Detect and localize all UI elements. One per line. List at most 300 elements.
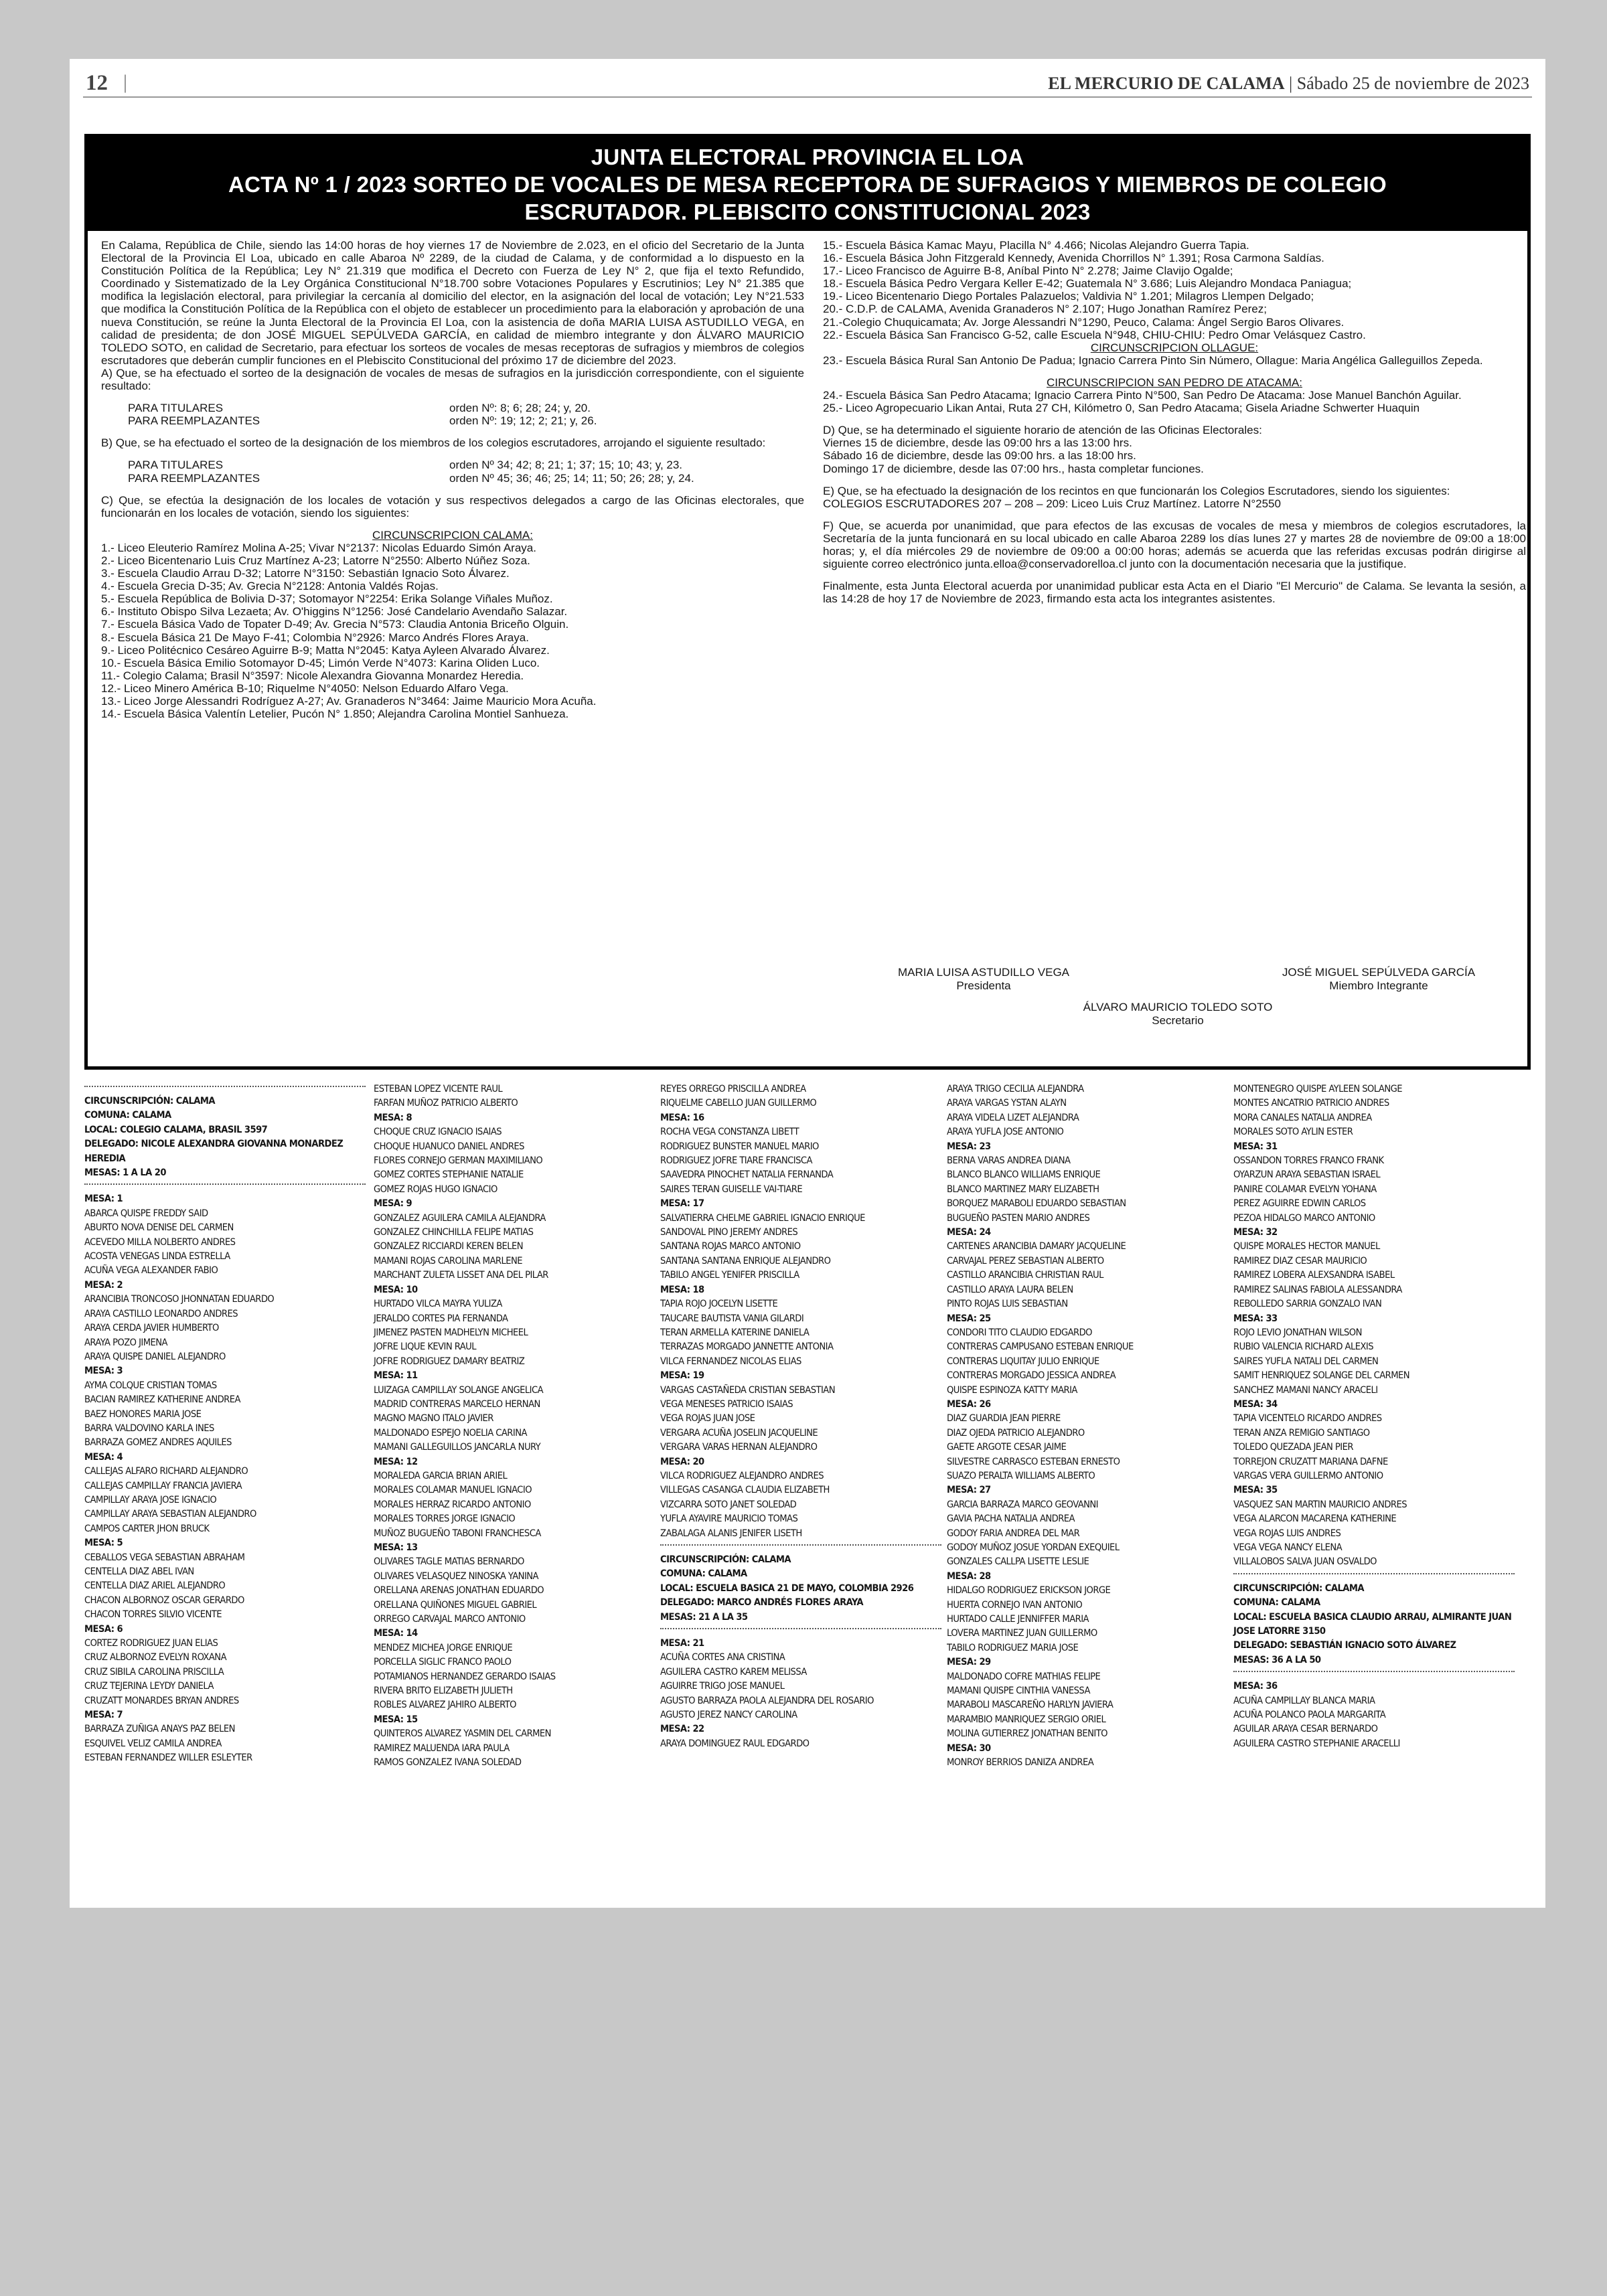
vocal-name: RIVERA BRITO ELIZABETH JULIETH bbox=[374, 1685, 513, 1697]
vocal-name: OLIVARES VELASQUEZ NINOSKA YANINA bbox=[374, 1570, 538, 1582]
mesa-heading: MESA: 26 bbox=[947, 1398, 991, 1410]
publication-info: EL MERCURIO DE CALAMA | Sábado 25 de noviembre de 2023 bbox=[1048, 74, 1529, 93]
vocal-name: MALDONADO ESPEJO NOELIA CARINA bbox=[374, 1426, 527, 1439]
vocal-name: ACOSTA VENEGAS LINDA ESTRELLA bbox=[84, 1250, 230, 1262]
local-header-line: DELEGADO: MARCO ANDRÉS FLORES ARAYA bbox=[660, 1596, 864, 1609]
vocal-name: GARCIA BARRAZA MARCO GEOVANNI bbox=[947, 1498, 1098, 1510]
vocal-name: HURTADO VILCA MAYRA YULIZA bbox=[374, 1298, 502, 1310]
vocal-name: TERAN ANZA REMIGIO SANTIAGO bbox=[1233, 1426, 1370, 1439]
mesa-heading: MESA: 31 bbox=[1233, 1140, 1278, 1152]
vocal-name: CORTEZ RODRIGUEZ JUAN ELIAS bbox=[84, 1637, 218, 1649]
vocal-name: VASQUEZ SAN MARTIN MAURICIO ANDRES bbox=[1233, 1498, 1407, 1510]
section-d: D) Que, se ha determinado el siguiente horario de atención de las Oficinas Electorales: bbox=[823, 424, 1262, 437]
vocal-name: MORALES SOTO AYLIN ESTER bbox=[1233, 1126, 1353, 1138]
vocal-name: AGUILERA CASTRO KAREM MELISSA bbox=[660, 1665, 807, 1677]
vocal-name: AGUIRRE TRIGO JOSE MANUEL bbox=[660, 1680, 785, 1692]
schedule-item: Viernes 15 de diciembre, desde las 09:00 hrs a las 13:00 hrs. bbox=[823, 436, 1132, 450]
vocal-name: PEREZ AGUIRRE EDWIN CARLOS bbox=[1233, 1198, 1366, 1210]
vocal-name: ACUÑA VEGA ALEXANDER FABIO bbox=[84, 1264, 218, 1277]
order-row: PARA REEMPLAZANTES orden Nº 45; 36; 46; 25; 14; 11; 50; 26; 28; y, 24. bbox=[128, 471, 694, 485]
local-item: 16.- Escuela Básica John Fitzgerald Kennedy, Avenida Chorrillos N° 1.391; Rosa Carmona Saldías. bbox=[823, 252, 1324, 265]
vocal-name: QUISPE ESPINOZA KATTY MARIA bbox=[947, 1384, 1077, 1396]
locales-list bbox=[823, 239, 1526, 341]
local-header-line: COMUNA: CALAMA bbox=[1233, 1596, 1320, 1609]
mesa-heading: MESA: 30 bbox=[947, 1742, 991, 1754]
vocal-name: TABILO ANGEL YENIFER PRISCILLA bbox=[660, 1269, 799, 1281]
vocal-name: CHACON ALBORNOZ OSCAR GERARDO bbox=[84, 1594, 244, 1606]
mesa-heading: MESA: 4 bbox=[84, 1451, 123, 1463]
vocal-name: DIAZ GUARDIA JEAN PIERRE bbox=[947, 1412, 1061, 1424]
local-item: 10.- Escuela Básica Emilio Sotomayor D-45; Limón Verde N°4073: Karina Oliden Luco. bbox=[101, 656, 540, 669]
local-item: 15.- Escuela Básica Kamac Mayu, Placilla N° 4.466; Nicolas Alejandro Guerra Tapia. bbox=[823, 239, 1249, 252]
mesa-heading: MESA: 7 bbox=[84, 1709, 123, 1721]
vocal-name: HUERTA CORNEJO IVAN ANTONIO bbox=[947, 1598, 1083, 1611]
local-header-line: MESAS: 36 A LA 50 bbox=[1233, 1653, 1321, 1665]
vocal-name: QUISPE MORALES HECTOR MANUEL bbox=[1233, 1240, 1380, 1252]
vocal-name: VEGA MENESES PATRICIO ISAIAS bbox=[660, 1398, 793, 1410]
vocal-name: GONZALEZ AGUILERA CAMILA ALEJANDRA bbox=[374, 1212, 546, 1224]
dotted-rule bbox=[84, 1183, 366, 1192]
mesa-heading: MESA: 14 bbox=[374, 1627, 418, 1639]
vocal-name: SALVATIERRA CHELME GABRIEL IGNACIO ENRIQUE bbox=[660, 1212, 865, 1224]
local-header-line: MESAS: 21 A LA 35 bbox=[660, 1611, 748, 1623]
vocal-name: ROCHA VEGA CONSTANZA LIBETT bbox=[660, 1126, 799, 1138]
newspaper-name: EL MERCURIO DE CALAMA bbox=[1048, 74, 1285, 93]
vocal-name: ORREGO CARVAJAL MARCO ANTONIO bbox=[374, 1613, 526, 1625]
vocal-name: ESTEBAN FERNANDEZ WILLER ESLEYTER bbox=[84, 1752, 252, 1764]
vocal-name: GODOY FARIA ANDREA DEL MAR bbox=[947, 1527, 1080, 1539]
vocal-name: GONZALEZ CHINCHILLA FELIPE MATIAS bbox=[374, 1226, 534, 1238]
local-item: 13.- Liceo Jorge Alessandri Rodríguez A-27; Av. Granaderos N°3464: Jaime Mauricio Mora Acuña. bbox=[101, 695, 597, 708]
local-header-line: LOCAL: ESCUELA BASICA 21 DE MAYO, COLOMBIA 2926 bbox=[660, 1582, 914, 1594]
local-header-line: LOCAL: COLEGIO CALAMA, BRASIL 3597 bbox=[84, 1123, 268, 1135]
local-item: 4.- Escuela Grecia D-35; Av. Grecia N°2128: Antonia Valdés Rojas. bbox=[101, 580, 439, 593]
vocal-name: DIAZ OJEDA PATRICIO ALEJANDRO bbox=[947, 1426, 1085, 1439]
local-item: 1.- Liceo Eleuterio Ramírez Molina A-25; Vivar N°2137: Nicolas Eduardo Simón Araya. bbox=[101, 541, 536, 554]
mesa-heading: MESA: 9 bbox=[374, 1198, 412, 1210]
vocal-name: CRUZ ALBORNOZ EVELYN ROXANA bbox=[84, 1651, 227, 1663]
vocal-name: VERGARA VARAS HERNAN ALEJANDRO bbox=[660, 1441, 818, 1453]
vocal-name: ACUÑA CORTES ANA CRISTINA bbox=[660, 1651, 785, 1663]
vocal-name: CENTELLA DIAZ ABEL IVAN bbox=[84, 1566, 194, 1577]
vocal-name: RAMOS GONZALEZ IVANA SOLEDAD bbox=[374, 1756, 522, 1769]
order-row: PARA TITULARES orden Nº 34; 42; 8; 21; 1; 37; 15; 10; 43; y, 23. bbox=[128, 459, 683, 472]
vocal-name: LOVERA MARTINEZ JUAN GUILLERMO bbox=[947, 1627, 1097, 1639]
mesa-heading: MESA: 18 bbox=[660, 1283, 704, 1295]
mesa-heading: MESA: 32 bbox=[1233, 1226, 1278, 1238]
local-header-line: CIRCUNSCRIPCIÓN: CALAMA bbox=[1233, 1582, 1364, 1594]
vocal-name: RODRIGUEZ JOFRE TIARE FRANCISCA bbox=[660, 1155, 812, 1167]
vocal-name: MAMANI ROJAS CAROLINA MARLENE bbox=[374, 1254, 522, 1266]
local-item: 17.- Liceo Francisco de Aguirre B-8, Aníbal Pinto N° 2.278; Jaime Clavijo Ogalde; bbox=[823, 264, 1233, 278]
mesa-heading: MESA: 3 bbox=[84, 1365, 123, 1377]
local-header-line: CIRCUNSCRIPCIÓN: CALAMA bbox=[84, 1095, 215, 1106]
circunscripcion-heading: CIRCUNSCRIPCION OLLAGUE: bbox=[1090, 341, 1259, 354]
mesa-heading: MESA: 29 bbox=[947, 1656, 991, 1668]
mesa-heading: MESA: 21 bbox=[660, 1637, 704, 1649]
circunscripcion-heading: CIRCUNSCRIPCION CALAMA: bbox=[372, 528, 533, 542]
local-header-line: DELEGADO: SEBASTIÁN IGNACIO SOTO ÁLVAREZ bbox=[1233, 1639, 1456, 1651]
vocal-name: ACUÑA POLANCO PAOLA MARGARITA bbox=[1233, 1709, 1386, 1721]
vocal-name: MARCHANT ZULETA LISSET ANA DEL PILAR bbox=[374, 1269, 548, 1281]
section-a: A) Que, se ha efectuado el sorteo de la designación de vocales de mesas de sufragios en la jurisdicción correspondiente, con el siguiente resultado: bbox=[101, 366, 808, 393]
vocal-name: JERALDO CORTES PIA FERNANDA bbox=[374, 1312, 508, 1324]
vocal-name: RAMIREZ SALINAS FABIOLA ALESSANDRA bbox=[1233, 1283, 1402, 1295]
vocal-name: CHACON TORRES SILVIO VICENTE bbox=[84, 1609, 222, 1621]
vocal-name: VEGA VEGA NANCY ELENA bbox=[1233, 1542, 1343, 1553]
vocal-name: ARAYA VIDELA LIZET ALEJANDRA bbox=[947, 1111, 1079, 1123]
local-header-line: MESAS: 1 A LA 20 bbox=[84, 1167, 166, 1179]
vocal-name: BERNA VARAS ANDREA DIANA bbox=[947, 1155, 1071, 1167]
local-item: 11.- Colegio Calama; Brasil N°3597: Nicole Alexandra Giovanna Monardez Heredia. bbox=[101, 669, 524, 682]
vocal-name: SANTANA SANTANA ENRIQUE ALEJANDRO bbox=[660, 1254, 831, 1266]
vocal-name: GAVIA PACHA NATALIA ANDREA bbox=[947, 1513, 1075, 1525]
vocal-name: TORREJON CRUZATT MARIANA DAFNE bbox=[1233, 1455, 1388, 1467]
vocal-name: VILLALOBOS SALVA JUAN OSVALDO bbox=[1233, 1556, 1377, 1568]
notice-right-column bbox=[823, 239, 1529, 1068]
mesa-heading: MESA: 33 bbox=[1233, 1312, 1278, 1324]
vocal-name: ARAYA YUFLA JOSE ANTONIO bbox=[947, 1126, 1064, 1138]
vocal-name: POTAMIANOS HERNANDEZ GERARDO ISAIAS bbox=[374, 1670, 556, 1682]
mesa-heading: MESA: 10 bbox=[374, 1283, 418, 1295]
vocal-name: GOMEZ CORTES STEPHANIE NATALIE bbox=[374, 1169, 524, 1181]
vocal-name: AGUILAR ARAYA CESAR BERNARDO bbox=[1233, 1723, 1378, 1735]
vocal-name: CRUZATT MONARDES BRYAN ANDRES bbox=[84, 1694, 239, 1706]
vocal-name: MALDONADO COFRE MATHIAS FELIPE bbox=[947, 1670, 1101, 1682]
vocal-name: GAETE ARGOTE CESAR JAIME bbox=[947, 1441, 1067, 1453]
vocal-name: CARVAJAL PEREZ SEBASTIAN ALBERTO bbox=[947, 1254, 1104, 1266]
dotted-rule bbox=[84, 1086, 366, 1094]
schedule-item: Sábado 16 de diciembre, desde las 09:00 hrs. a las 18:00 hrs. bbox=[823, 449, 1136, 463]
vocal-name: LUIZAGA CAMPILLAY SOLANGE ANGELICA bbox=[374, 1384, 544, 1396]
listing-column bbox=[1233, 1082, 1515, 1894]
vocal-name: CALLEJAS ALFARO RICHARD ALEJANDRO bbox=[84, 1465, 248, 1477]
notice-title bbox=[88, 137, 1527, 231]
local-item: 12.- Liceo Minero América B-10; Riquelme N°4050: Nelson Eduardo Alfaro Vega. bbox=[101, 681, 509, 695]
local-header-line: LOCAL: ESCUELA BASICA CLAUDIO ARRAU, ALMIRANTE JUAN JOSE LATORRE 3150 bbox=[1233, 1611, 1512, 1637]
vocal-name: SANTANA ROJAS MARCO ANTONIO bbox=[660, 1240, 801, 1252]
vocal-name: JIMENEZ PASTEN MADHELYN MICHEEL bbox=[374, 1326, 528, 1338]
vocal-name: PEZOA HIDALGO MARCO ANTONIO bbox=[1233, 1212, 1375, 1224]
vocal-name: GONZALES CALLPA LISETTE LESLIE bbox=[947, 1556, 1089, 1568]
vocal-name: RAMIREZ MALUENDA IARA PAULA bbox=[374, 1742, 510, 1754]
vocal-name: CONDORI TITO CLAUDIO EDGARDO bbox=[947, 1326, 1092, 1338]
vocal-name: SANCHEZ MAMANI NANCY ARACELI bbox=[1233, 1384, 1378, 1396]
local-item: 7.- Escuela Básica Vado de Topater D-49; Av. Grecia N°573: Claudia Antonia Briceño Olguin. bbox=[101, 618, 569, 631]
local-item: 18.- Escuela Básica Pedro Vergara Keller E-42; Guatemala N° 3.686; Luis Alejandro Mondaca Paniagua; bbox=[823, 277, 1352, 291]
intro-paragraph: En Calama, República de Chile, siendo las 14:00 horas de hoy viernes 17 de Noviembre de 2.023, en el oficio del Secretario de la Junta Electoral de la Provincia El Loa, ubicado en calle Abaroa Nº 2289, de la ciudad de Calama, y de conformidad a lo dispuesto en la Constitución Política de la República; Ley N° 21.319 que modifica el Decreto con Fuerza de Ley N° 2, que fija el texto Refundido, Coordinado y Sistematizado de la Ley Orgánica Constitucional N°18.700 sobre Votaciones Populares y Escrutinios; Ley N° 21.385 que modifica la legislación electoral, para privilegiar la cercanía al domicilio del elector, en la asignación del local de votación; Ley N°21.533 que modifica la Constitución Política de la República con el objeto de establecer un procedimiento para la elaboración y aprobación de una nueva Constitución, se reúne la Junta Electoral de la Provincia El Loa, con la asistencia de doña MARIA LUISA ASTUDILLO VEGA, en calidad de presidenta; de don JOSÉ MIGUEL SEPÚLVEDA GARCÍA, en calidad de miembro integrante y don ÁLVARO MAURICIO TOLEDO SOTO, en calidad de Secretario, para efectuar los sorteos de vocales de mesas receptoras de sufragios y miembros de colegios escrutadores que deberán cumplir funciones en el Plebiscito Constitucional del próximo 17 de diciembre del 2023. bbox=[101, 239, 808, 367]
vocal-name: PANIRE COLAMAR EVELYN YOHANA bbox=[1233, 1183, 1377, 1195]
mesa-heading: MESA: 17 bbox=[660, 1198, 704, 1210]
local-item: 20.- C.D.P. de CALAMA, Avenida Granaderos N° 2.107; Hugo Jonathan Ramírez Perez; bbox=[823, 303, 1267, 316]
vocal-name: RUBIO VALENCIA RICHARD ALEXIS bbox=[1233, 1341, 1373, 1353]
vocal-name: OLIVARES TAGLE MATIAS BERNARDO bbox=[374, 1556, 524, 1568]
vocal-name: CHOQUE HUANUCO DANIEL ANDRES bbox=[374, 1140, 524, 1152]
mesa-heading: MESA: 12 bbox=[374, 1455, 418, 1467]
vocal-name: PORCELLA SIGLIC FRANCO PAOLO bbox=[374, 1656, 512, 1668]
mesa-heading: MESA: 6 bbox=[84, 1623, 123, 1635]
local-item: 25.- Liceo Agropecuario Likan Antai, Ruta 27 CH, Kilómetro 0, San Pedro Atacama; Gisela Ariadne Schwerter Huaquin bbox=[823, 402, 1420, 415]
vocal-name: TAUCARE BAUTISTA VANIA GILARDI bbox=[660, 1312, 804, 1324]
vocal-name: TAPIA ROJO JOCELYN LISETTE bbox=[660, 1298, 778, 1310]
mesa-heading: MESA: 23 bbox=[947, 1140, 991, 1152]
vocal-name: VILCA RODRIGUEZ ALEJANDRO ANDRES bbox=[660, 1469, 824, 1481]
vocal-name: CONTRERAS LIQUITAY JULIO ENRIQUE bbox=[947, 1355, 1099, 1367]
section-f: F) Que, se acuerda por unanimidad, que para efectos de las excusas de vocales de mesa y miembros de colegios escrutadores, la Secretaría de la junta funcionará en su local ubicado en calle Abaroa 2289 los días lunes 27 y martes 28 de noviembre de 09:00 a 18:00 horas; y, el día miércoles 29 de noviembre de 09:00 a 00:00 horas; además se acuerda que las referidas excusas podrán dirigirse al siguiente correo electrónico junta.elloa@conservadorelloa.cl junto con la documentación necesaria que la justifique. bbox=[823, 519, 1529, 571]
vocal-name: RAMIREZ DIAZ CESAR MAURICIO bbox=[1233, 1254, 1367, 1266]
vocal-name: MOLINA GUTIERREZ JONATHAN BENITO bbox=[947, 1728, 1107, 1740]
local-header-line: CIRCUNSCRIPCIÓN: CALAMA bbox=[660, 1554, 791, 1565]
vocal-name: CASTILLO ARANCIBIA CHRISTIAN RAUL bbox=[947, 1269, 1103, 1281]
vocal-name: OYARZUN ARAYA SEBASTIAN ISRAEL bbox=[1233, 1169, 1381, 1181]
vocal-name: VIZCARRA SOTO JANET SOLEDAD bbox=[660, 1498, 797, 1510]
section-c: C) Que, se efectúa la designación de los locales de votación y sus respectivos delegados a cargo de las Oficinas electorales, que funcionarán en los locales de votación, siendo los siguientes: bbox=[101, 493, 808, 519]
vocal-name: BORQUEZ MARABOLI EDUARDO SEBASTIAN bbox=[947, 1198, 1126, 1210]
vocal-name: REYES ORREGO PRISCILLA ANDREA bbox=[660, 1083, 806, 1094]
signature-integrante: JOSÉ MIGUEL SEPÚLVEDA GARCÍA Miembro Integrante bbox=[1282, 966, 1476, 992]
vocal-name: TERRAZAS MORGADO JANNETTE ANTONIA bbox=[660, 1341, 834, 1353]
local-item: 19.- Liceo Bicentenario Diego Portales Palazuelos; Valdivia N° 1.201; Milagros Llempen Delgado; bbox=[823, 290, 1314, 303]
vocal-name: CRUZ SIBILA CAROLINA PRISCILLA bbox=[84, 1665, 224, 1677]
vocal-name: RODRIGUEZ BUNSTER MANUEL MARIO bbox=[660, 1140, 819, 1152]
vocal-name: TERAN ARMELLA KATERINE DANIELA bbox=[660, 1326, 810, 1338]
local-item: 14.- Escuela Básica Valentín Letelier, Pucón N° 1.850; Alejandra Carolina Montiel Sanhueza. bbox=[101, 708, 569, 721]
vocal-name: MORALES COLAMAR MANUEL IGNACIO bbox=[374, 1484, 532, 1496]
page-number: 12 bbox=[86, 71, 108, 95]
vocal-name: CONTRERAS CAMPUSANO ESTEBAN ENRIQUE bbox=[947, 1341, 1134, 1353]
vocal-name: SAIRES TERAN GUISELLE VAI-TIARE bbox=[660, 1183, 803, 1195]
vocal-name: QUINTEROS ALVAREZ YASMIN DEL CARMEN bbox=[374, 1728, 551, 1740]
title-line-2: ACTA Nº 1 / 2023 SORTEO DE VOCALES DE MESA RECEPTORA DE SUFRAGIOS Y MIEMBROS DE COLEGIO bbox=[228, 172, 1387, 197]
mesa-heading: MESA: 22 bbox=[660, 1723, 704, 1735]
vocal-name: VEGA ALARCON MACARENA KATHERINE bbox=[1233, 1513, 1397, 1525]
section-b: B) Que, se ha efectuado el sorteo de la designación de los miembros de los colegios escrutadores, arrojando el siguiente resultado: bbox=[101, 436, 766, 450]
vocal-name: AGUSTO BARRAZA PAOLA ALEJANDRA DEL ROSARIO bbox=[660, 1694, 874, 1706]
mesa-heading: MESA: 15 bbox=[374, 1713, 418, 1725]
vocal-name: OSSANDON TORRES FRANCO FRANK bbox=[1233, 1155, 1384, 1167]
vocal-name: VILCA FERNANDEZ NICOLAS ELIAS bbox=[660, 1355, 801, 1367]
dotted-rule bbox=[1233, 1671, 1515, 1679]
vocal-name: MARABOLI MASCAREÑO HARLYN JAVIERA bbox=[947, 1699, 1114, 1711]
vocal-name: VEGA ROJAS JUAN JOSE bbox=[660, 1412, 755, 1424]
dotted-rule bbox=[660, 1544, 941, 1552]
vocal-name: HURTADO CALLE JENNIFFER MARIA bbox=[947, 1613, 1089, 1625]
mesa-heading: MESA: 16 bbox=[660, 1111, 704, 1123]
vocal-name: GONZALEZ RICCIARDI KEREN BELEN bbox=[374, 1240, 524, 1252]
circunscripcion-heading: CIRCUNSCRIPCION SAN PEDRO DE ATACAMA: bbox=[1047, 376, 1302, 389]
order-row: PARA TITULARES orden Nº: 8; 6; 28; 24; y, 20. bbox=[128, 402, 591, 415]
vocal-name: FLORES CORNEJO GERMAN MAXIMILIANO bbox=[374, 1155, 543, 1167]
vocal-name: ARAYA TRIGO CECILIA ALEJANDRA bbox=[947, 1083, 1084, 1094]
vocal-name: ARAYA POZO JIMENA bbox=[84, 1336, 167, 1348]
vocal-name: VARGAS CASTAÑEDA CRISTIAN SEBASTIAN bbox=[660, 1384, 836, 1396]
vocal-name: ABURTO NOVA DENISE DEL CARMEN bbox=[84, 1222, 234, 1234]
dotted-rule bbox=[1233, 1573, 1515, 1581]
vocal-name: ORELLANA ARENAS JONATHAN EDUARDO bbox=[374, 1584, 544, 1596]
mesa-heading: MESA: 2 bbox=[84, 1279, 123, 1291]
mesa-heading: MESA: 5 bbox=[84, 1537, 123, 1549]
mesa-heading: MESA: 1 bbox=[84, 1193, 123, 1205]
vocal-name: ACUÑA CAMPILLAY BLANCA MARIA bbox=[1233, 1694, 1375, 1706]
title-line-1: JUNTA ELECTORAL PROVINCIA EL LOA bbox=[591, 145, 1024, 169]
listing-column bbox=[660, 1082, 941, 1894]
vocal-name: MONTENEGRO QUISPE AYLEEN SOLANGE bbox=[1233, 1083, 1402, 1094]
local-header-line: COMUNA: CALAMA bbox=[660, 1568, 747, 1580]
vocal-name: MORALES TORRES JORGE IGNACIO bbox=[374, 1513, 516, 1525]
vocal-name: CEBALLOS VEGA SEBASTIAN ABRAHAM bbox=[84, 1551, 245, 1563]
mesa-heading: MESA: 28 bbox=[947, 1570, 991, 1582]
vocal-name: BACIAN RAMIREZ KATHERINE ANDREA bbox=[84, 1394, 240, 1406]
local-item: 21.-Colegio Chuquicamata; Av. Jorge Alessandri N°1290, Peuco, Calama: Ángel Sergio Baros Olivares. bbox=[823, 315, 1345, 329]
vocal-name: ARAYA CASTILLO LEONARDO ANDRES bbox=[84, 1307, 238, 1319]
vocal-name: CALLEJAS CAMPILLAY FRANCIA JAVIERA bbox=[84, 1479, 242, 1491]
notice-left-column bbox=[101, 239, 808, 1068]
vocal-name: MAMANI GALLEGUILLOS JANCARLA NURY bbox=[374, 1441, 541, 1453]
newspaper-page bbox=[70, 59, 1545, 1908]
vocal-name: BAEZ HONORES MARIA JOSE bbox=[84, 1408, 202, 1420]
mesa-heading: MESA: 20 bbox=[660, 1455, 704, 1467]
vocal-name: BUGUEÑO PASTEN MARIO ANDRES bbox=[947, 1212, 1090, 1224]
vocal-name: BLANCO BLANCO WILLIAMS ENRIQUE bbox=[947, 1169, 1101, 1181]
vocal-name: ARAYA VARGAS YSTAN ALAYN bbox=[947, 1097, 1067, 1109]
vocal-name: SAAVEDRA PINOCHET NATALIA FERNANDA bbox=[660, 1169, 834, 1181]
vocal-name: MADRID CONTRERAS MARCELO HERNAN bbox=[374, 1398, 540, 1410]
publication-date: Sábado 25 de noviembre de 2023 bbox=[1296, 74, 1529, 93]
vocal-name: MARAMBIO MANRIQUEZ SERGIO ORIEL bbox=[947, 1713, 1106, 1725]
mesa-heading: MESA: 13 bbox=[374, 1542, 418, 1553]
vocal-name: CHOQUE CRUZ IGNACIO ISAIAS bbox=[374, 1126, 502, 1138]
vocal-name: SILVESTRE CARRASCO ESTEBAN ERNESTO bbox=[947, 1455, 1120, 1467]
mesa-heading: MESA: 27 bbox=[947, 1484, 991, 1496]
vocal-name: BARRAZA GOMEZ ANDRES AQUILES bbox=[84, 1437, 232, 1449]
vocal-name: SAIRES YUFLA NATALI DEL CARMEN bbox=[1233, 1355, 1379, 1367]
vocal-name: MAGNO MAGNO ITALO JAVIER bbox=[374, 1412, 493, 1424]
mesa-heading: MESA: 35 bbox=[1233, 1484, 1278, 1496]
vocal-name: ARANCIBIA TRONCOSO JHONNATAN EDUARDO bbox=[84, 1293, 275, 1305]
local-item: 23.- Escuela Básica Rural San Antonio De Padua; Ignacio Carrera Pinto Sin Número, Ollague: Maria Angélica Galleguillos Zepeda. bbox=[823, 353, 1483, 367]
vocal-name: BARRAZA ZUÑIGA ANAYS PAZ BELEN bbox=[84, 1723, 235, 1735]
vocal-name: ACEVEDO MILLA NOLBERTO ANDRES bbox=[84, 1236, 236, 1248]
vocal-name: VEGA ROJAS LUIS ANDRES bbox=[1233, 1527, 1341, 1539]
signature-presidenta: MARIA LUISA ASTUDILLO VEGA Presidenta bbox=[897, 966, 1070, 992]
vocal-name: ORELLANA QUIÑONES MIGUEL GABRIEL bbox=[374, 1598, 537, 1611]
vocal-name: CARTENES ARANCIBIA DAMARY JACQUELINE bbox=[947, 1240, 1126, 1252]
signature-secretario: ÁLVARO MAURICIO TOLEDO SOTO Secretario bbox=[1083, 1001, 1273, 1027]
vocal-name: MONTES ANCATRIO PATRICIO ANDRES bbox=[1233, 1097, 1389, 1109]
schedule-item: Domingo 17 de diciembre, desde las 07:00 hrs., hasta completar funciones. bbox=[823, 462, 1204, 475]
colegios-escrutadores: COLEGIOS ESCRUTADORES 207 – 208 – 209: Liceo Luis Cruz Martínez. Latorre N°2550 bbox=[823, 497, 1281, 510]
vocal-name: MAMANI QUISPE CINTHIA VANESSA bbox=[947, 1685, 1090, 1697]
vocal-name: GODOY MUÑOZ JOSUE YORDAN EXEQUIEL bbox=[947, 1542, 1120, 1553]
vocal-name: MORA CANALES NATALIA ANDREA bbox=[1233, 1111, 1372, 1123]
vocal-name: REBOLLEDO SARRIA GONZALO IVAN bbox=[1233, 1298, 1382, 1310]
vocal-name: BLANCO MARTINEZ MARY ELIZABETH bbox=[947, 1183, 1099, 1195]
vocal-name: AGUSTO JEREZ NANCY CAROLINA bbox=[660, 1709, 797, 1721]
vocal-name: JOFRE RODRIGUEZ DAMARY BEATRIZ bbox=[374, 1355, 525, 1367]
vocal-name: CONTRERAS MORGADO JESSICA ANDREA bbox=[947, 1370, 1116, 1382]
vocal-name: ARAYA QUISPE DANIEL ALEJANDRO bbox=[84, 1350, 226, 1362]
title-line-3: ESCRUTADOR. PLEBISCITO CONSTITUCIONAL 2023 bbox=[524, 199, 1091, 224]
vocal-name: FARFAN MUÑOZ PATRICIO ALBERTO bbox=[374, 1097, 518, 1109]
page-header bbox=[83, 68, 1532, 98]
vocal-name: MENDEZ MICHEA JORGE ENRIQUE bbox=[374, 1641, 513, 1653]
section-e: E) Que, se ha efectuado la designación de los recintos en que funcionarán los Colegios Escrutadores, siendo los siguientes: bbox=[823, 484, 1450, 497]
vocal-name: MUÑOZ BUGUEÑO TABONI FRANCHESCA bbox=[374, 1527, 541, 1539]
mesa-heading: MESA: 11 bbox=[374, 1370, 418, 1382]
vocal-name: CAMPILLAY ARAYA JOSE IGNACIO bbox=[84, 1493, 217, 1505]
vocal-name: TAPIA VICENTELO RICARDO ANDRES bbox=[1233, 1412, 1382, 1424]
vocal-name: RAMIREZ LOBERA ALEXSANDRA ISABEL bbox=[1233, 1269, 1395, 1281]
vocal-name: GOMEZ ROJAS HUGO IGNACIO bbox=[374, 1183, 498, 1195]
mesa-heading: MESA: 36 bbox=[1233, 1680, 1278, 1692]
vocal-name: PINTO ROJAS LUIS SEBASTIAN bbox=[947, 1298, 1068, 1310]
vocal-name: RIQUELME CABELLO JUAN GUILLERMO bbox=[660, 1097, 817, 1109]
vocal-name: HIDALGO RODRIGUEZ ERICKSON JORGE bbox=[947, 1584, 1111, 1596]
local-item: 6.- Instituto Obispo Silva Lezaeta; Av. O'higgins N°1256: José Candelario Avendaño Salazar. bbox=[101, 605, 568, 619]
vocal-name: YUFLA AYAVIRE MAURICIO TOMAS bbox=[660, 1513, 798, 1525]
vocal-name: MORALEDA GARCIA BRIAN ARIEL bbox=[374, 1469, 508, 1481]
vocal-name: SUAZO PERALTA WILLIAMS ALBERTO bbox=[947, 1469, 1095, 1481]
local-item: 24.- Escuela Básica San Pedro Atacama; Ignacio Carrera Pinto N°500, San Pedro De Atacama: Jose Manuel Banchón Aguilar. bbox=[823, 389, 1462, 402]
vocal-name: SANDOVAL PINO JEREMY ANDRES bbox=[660, 1226, 798, 1238]
local-item: 9.- Liceo Politécnico Cesáreo Aguirre B-9; Matta N°2045: Katya Ayleen Alvarado Álvarez. bbox=[101, 643, 550, 657]
vocal-name: JOFRE LIQUE KEVIN RAUL bbox=[374, 1341, 476, 1353]
local-item: 2.- Liceo Bicentenario Luis Cruz Martínez A-23; Latorre N°2550: Alberto Núñez Soza. bbox=[101, 554, 530, 567]
vocal-name: VARGAS VERA GUILLERMO ANTONIO bbox=[1233, 1469, 1383, 1481]
vocal-name: TOLEDO QUEZADA JEAN PIER bbox=[1233, 1441, 1353, 1453]
local-header-line: COMUNA: CALAMA bbox=[84, 1109, 171, 1121]
vocal-name: BARRA VALDOVINO KARLA INES bbox=[84, 1422, 214, 1434]
local-item: 8.- Escuela Básica 21 De Mayo F-41; Colombia N°2926: Marco Andrés Flores Araya. bbox=[101, 631, 529, 644]
local-item: 5.- Escuela República de Bolivia D-37; Sotomayor N°2254: Erika Solange Viñales Muñoz. bbox=[101, 592, 553, 606]
vocal-name: CENTELLA DIAZ ARIEL ALEJANDRO bbox=[84, 1580, 226, 1592]
mesa-heading: MESA: 34 bbox=[1233, 1398, 1278, 1410]
mesa-heading: MESA: 8 bbox=[374, 1111, 412, 1123]
vocal-name: SAMIT HENRIQUEZ SOLANGE DEL CARMEN bbox=[1233, 1370, 1410, 1382]
vocal-name: ESTEBAN LOPEZ VICENTE RAUL bbox=[374, 1083, 503, 1094]
vocal-name: ARAYA DOMINGUEZ RAUL EDGARDO bbox=[660, 1737, 810, 1749]
closing-paragraph: Finalmente, esta Junta Electoral acuerda por unanimidad publicar esta Acta en el Diario "El Mercurio" de Calama. Se levanta la sesión, a las 14:28 de hoy 17 de Noviembre de 2023, firmando esta acta los integrantes asistentes. bbox=[823, 580, 1529, 606]
vocal-name: MONROY BERRIOS DANIZA ANDREA bbox=[947, 1756, 1094, 1769]
vocal-name: TABILO RODRIGUEZ MARIA JOSE bbox=[947, 1641, 1079, 1653]
vocal-name: AGUILERA CASTRO STEPHANIE ARACELLI bbox=[1233, 1737, 1400, 1749]
local-item: 3.- Escuela Claudio Arrau D-32; Latorre N°3150: Sebastián Ignacio Soto Álvarez. bbox=[101, 567, 510, 580]
vocal-name: CAMPOS CARTER JHON BRUCK bbox=[84, 1522, 210, 1534]
mesa-heading: MESA: 19 bbox=[660, 1370, 704, 1382]
vocal-name: VILLEGAS CASANGA CLAUDIA ELIZABETH bbox=[660, 1484, 830, 1496]
header-separator: | bbox=[123, 71, 128, 93]
vocal-name: VERGARA ACUÑA JOSELIN JACQUELINE bbox=[660, 1426, 818, 1439]
listing-column bbox=[947, 1082, 1228, 1894]
order-row: PARA REEMPLAZANTES orden Nº: 19; 12; 2; 21; y, 26. bbox=[128, 414, 597, 428]
local-item: 22.- Escuela Básica San Francisco G-52, calle Escuela N°948, CHIU-CHIU: Pedro Omar Velásquez Castro. bbox=[823, 328, 1366, 341]
vocales-listing bbox=[84, 1082, 1531, 1898]
vocal-name: ARAYA CERDA JAVIER HUMBERTO bbox=[84, 1322, 219, 1334]
acta-notice bbox=[84, 134, 1531, 1070]
vocal-name: ROBLES ALVAREZ JAHIRO ALBERTO bbox=[374, 1699, 516, 1711]
vocal-name: AYMA COLQUE CRISTIAN TOMAS bbox=[84, 1379, 217, 1391]
vocal-name: CAMPILLAY ARAYA SEBASTIAN ALEJANDRO bbox=[84, 1508, 256, 1520]
mesa-heading: MESA: 25 bbox=[947, 1312, 991, 1324]
vocal-name: ABARCA QUISPE FREDDY SAID bbox=[84, 1207, 208, 1219]
locales-list bbox=[101, 542, 804, 720]
mesa-heading: MESA: 24 bbox=[947, 1226, 991, 1238]
vocal-name: ESQUIVEL VELIZ CAMILA ANDREA bbox=[84, 1737, 222, 1749]
listing-column bbox=[84, 1082, 366, 1894]
vocal-name: CASTILLO ARAYA LAURA BELEN bbox=[947, 1283, 1073, 1295]
local-header-line: DELEGADO: NICOLE ALEXANDRA GIOVANNA MONARDEZ HEREDIA bbox=[84, 1138, 343, 1164]
listing-column bbox=[374, 1082, 655, 1894]
